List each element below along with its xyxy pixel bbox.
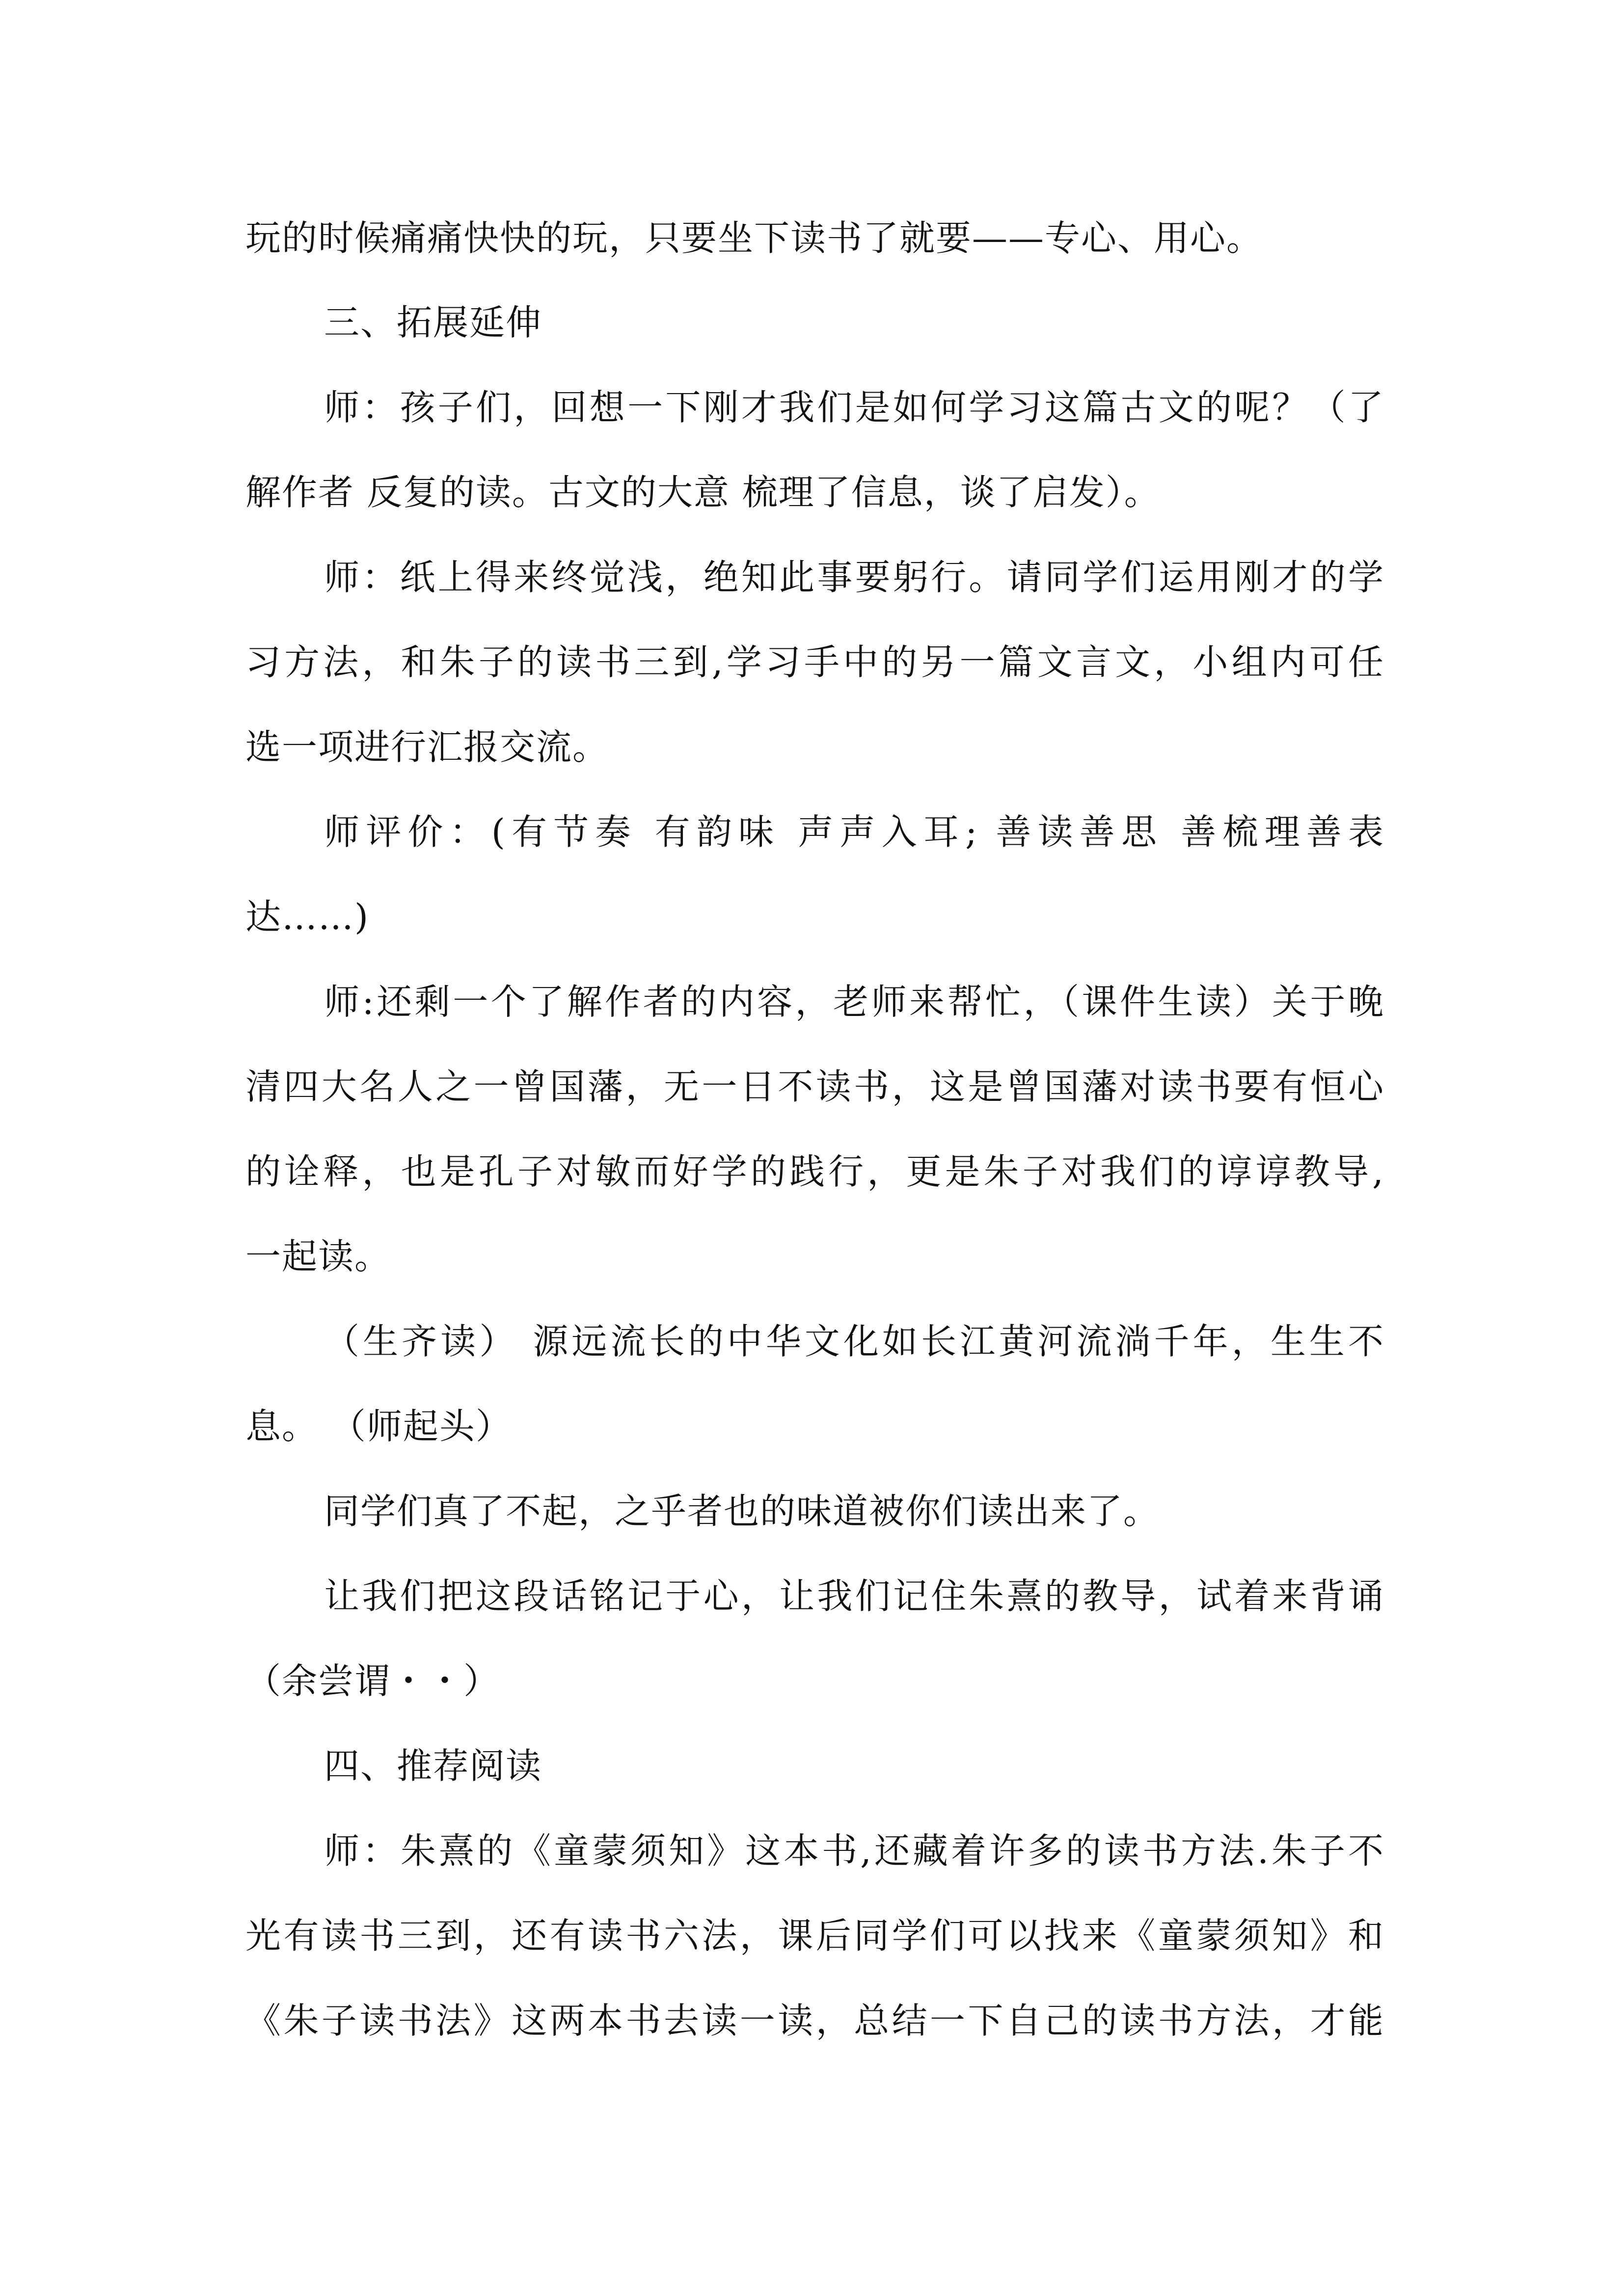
text-line-9: 达……) — [245, 896, 370, 937]
text-line-10: 师:还剩一个了解作者的内容，老师来帮忙，（课件生读）关于晚 — [324, 981, 1384, 1022]
text-line-4: 解作者 反复的读。古文的大意 梳理了信息，谈了启发）。 — [245, 472, 1161, 513]
text-line-15: 息。 （师起头） — [245, 1406, 512, 1447]
text-line-21: 光有读书三到，还有读书六法，课后同学们可以找来《童蒙须知》和 — [245, 1915, 1384, 1956]
section-heading-4: 四、推荐阅读 — [324, 1745, 542, 1787]
text-line-20: 师：朱熹的《童蒙须知》这本书,还藏着许多的读书方法.朱子不 — [324, 1830, 1384, 1871]
text-line-14: （生齐读） 源远流长的中华文化如长江黄河流淌千年，生生不 — [324, 1321, 1384, 1362]
text-line-18: （余尝谓・・） — [245, 1660, 500, 1702]
text-line-22: 《朱子读书法》这两本书去读一读，总结一下自己的读书方法，才能 — [245, 2000, 1384, 2041]
section-heading-3: 三、拓展延伸 — [324, 302, 542, 343]
text-line-12: 的诠释，也是孔子对敏而好学的践行，更是朱子对我们的谆谆教导, — [245, 1151, 1384, 1192]
text-line-6: 习方法，和朱子的读书三到,学习手中的另一篇文言文，小组内可任 — [245, 641, 1384, 683]
text-line-16: 同学们真了不起，之乎者也的味道被你们读出来了。 — [324, 1491, 1160, 1532]
text-line-3: 师：孩子们，回想一下刚才我们是如何学习这篇古文的呢？（了 — [324, 387, 1384, 428]
text-line-5: 师：纸上得来终觉浅，绝知此事要躬行。请同学们运用刚才的学 — [324, 557, 1384, 598]
text-line-11: 清四大名人之一曾国藩，无一日不读书，这是曾国藩对读书要有恒心 — [245, 1066, 1384, 1107]
text-line-13: 一起读。 — [245, 1236, 391, 1277]
text-line-1: 玩的时候痛痛快快的玩，只要坐下读书了就要——专心、用心。 — [245, 217, 1263, 259]
text-line-17: 让我们把这段话铭记于心，让我们记住朱熹的教导，试着来背诵 — [324, 1575, 1384, 1617]
text-line-7: 选一项进行汇报交流。 — [245, 726, 609, 768]
text-line-8: 师评价：(有节奏 有韵味 声声入耳; 善读善思 善梳理善表 — [324, 811, 1384, 853]
